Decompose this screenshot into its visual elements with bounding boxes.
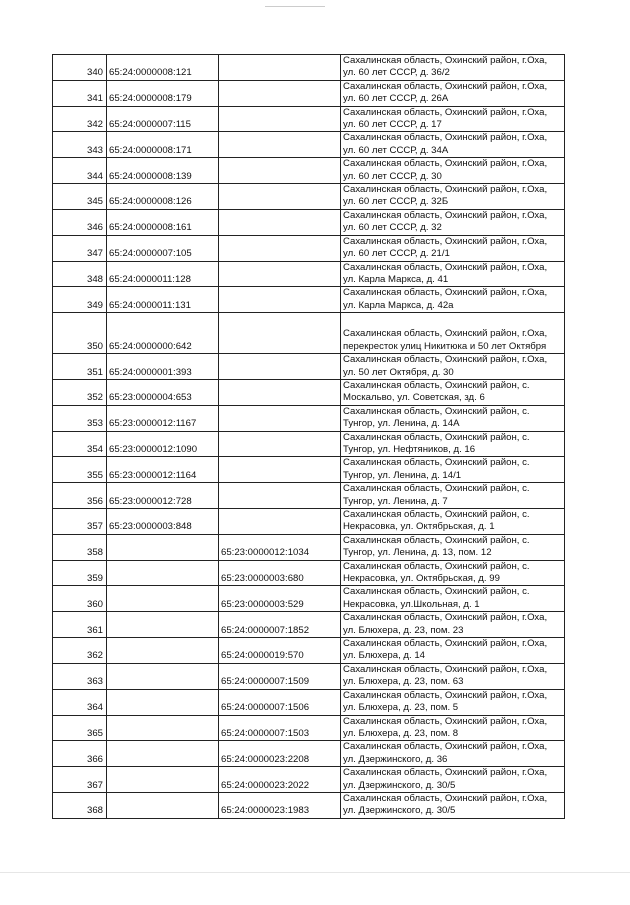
table-row bbox=[53, 560, 565, 586]
cadastral-number-parcel bbox=[107, 715, 219, 741]
row-number: 352 bbox=[53, 379, 107, 405]
address-line-2: ул. Дзержинского, д. 30/5 bbox=[343, 779, 456, 791]
address-line-1: Сахалинская область, Охинский район, г.Оха, bbox=[343, 715, 548, 727]
cadastral-number-premises: 65:24:0000019:570 bbox=[219, 638, 341, 664]
row-number: 349 bbox=[53, 287, 107, 313]
address-line-1: Сахалинская область, Охинский район, г.Оха, bbox=[343, 132, 548, 144]
table-row bbox=[53, 132, 565, 158]
cadastral-number-parcel: 65:24:0000007:115 bbox=[107, 106, 219, 132]
table-row bbox=[53, 586, 565, 612]
address-cell bbox=[341, 741, 565, 767]
address-line-2: ул. Блюхера, д. 14 bbox=[343, 650, 426, 662]
table-row bbox=[53, 638, 565, 664]
address-line-2: ул. 60 лет СССР, д. 36/2 bbox=[343, 67, 450, 79]
address-line-1: Сахалинская область, Охинский район, г.Оха, bbox=[343, 158, 548, 170]
address-line-1: Сахалинская область, Охинский район, г.Оха, bbox=[343, 55, 548, 66]
cadastral-number-parcel bbox=[107, 792, 219, 818]
address-line-2: ул. 50 лет Октября, д. 30 bbox=[343, 366, 454, 378]
cadastral-number-premises bbox=[219, 379, 341, 405]
address-line-2: ул. Карла Маркса, д. 42а bbox=[343, 299, 454, 311]
row-number: 355 bbox=[53, 457, 107, 483]
address-line-1: Сахалинская область, Охинский район, г.Оха, bbox=[343, 638, 548, 650]
address-cell bbox=[341, 106, 565, 132]
row-number: 358 bbox=[53, 534, 107, 560]
address-cell bbox=[341, 534, 565, 560]
cadastral-number-parcel: 65:24:0000007:105 bbox=[107, 235, 219, 261]
table-row bbox=[53, 792, 565, 818]
row-number: 348 bbox=[53, 261, 107, 287]
registry-table bbox=[52, 54, 565, 819]
address-line-2: ул. Блюхера, д. 23, пом. 23 bbox=[343, 624, 464, 636]
address-line-1: Сахалинская область, Охинский район, с. bbox=[343, 379, 530, 391]
cadastral-number-premises bbox=[219, 287, 341, 313]
cadastral-number-parcel bbox=[107, 534, 219, 560]
cadastral-number-premises: 65:24:0000007:1509 bbox=[219, 663, 341, 689]
cadastral-number-parcel: 65:23:0000012:1167 bbox=[107, 405, 219, 431]
cadastral-number-parcel: 65:24:0000008:179 bbox=[107, 80, 219, 106]
table-row bbox=[53, 405, 565, 431]
address-cell bbox=[341, 132, 565, 158]
address-line-2: ул. 60 лет СССР, д. 26А bbox=[343, 93, 449, 105]
address-cell bbox=[341, 405, 565, 431]
address-cell bbox=[341, 184, 565, 210]
address-cell bbox=[341, 431, 565, 457]
cadastral-number-premises: 65:24:0000007:1506 bbox=[219, 689, 341, 715]
row-number: 360 bbox=[53, 586, 107, 612]
address-line-2: Некрасовка, ул.Школьная, д. 1 bbox=[343, 598, 480, 610]
cadastral-number-premises: 65:24:0000023:2022 bbox=[219, 767, 341, 793]
cadastral-number-parcel bbox=[107, 638, 219, 664]
cadastral-number-parcel: 65:23:0000012:1164 bbox=[107, 457, 219, 483]
row-number: 353 bbox=[53, 405, 107, 431]
address-line-2: ул. Дзержинского, д. 30/5 bbox=[343, 805, 456, 817]
table-row bbox=[53, 767, 565, 793]
cadastral-number-premises bbox=[219, 483, 341, 509]
address-line-1: Сахалинская область, Охинский район, г.Оха, bbox=[343, 106, 548, 118]
cadastral-number-parcel: 65:24:0000011:128 bbox=[107, 261, 219, 287]
cadastral-number-premises bbox=[219, 509, 341, 535]
address-line-2: ул. Блюхера, д. 23, пом. 8 bbox=[343, 727, 459, 739]
address-line-2: ул. Дзержинского, д. 36 bbox=[343, 753, 448, 765]
address-line-2: ул. 60 лет СССР, д. 32Б bbox=[343, 196, 449, 208]
address-cell bbox=[341, 715, 565, 741]
table-row bbox=[53, 379, 565, 405]
cadastral-number-parcel bbox=[107, 767, 219, 793]
scan-artifact-bottom bbox=[0, 872, 630, 873]
cadastral-number-parcel: 65:23:0000003:848 bbox=[107, 509, 219, 535]
cadastral-number-parcel: 65:24:0000008:161 bbox=[107, 209, 219, 235]
address-line-2: ул. 60 лет СССР, д. 17 bbox=[343, 119, 442, 131]
address-line-2: Тунгор, ул. Ленина, д. 14/1 bbox=[343, 469, 462, 481]
table-row bbox=[53, 534, 565, 560]
cadastral-number-parcel bbox=[107, 689, 219, 715]
address-cell bbox=[341, 379, 565, 405]
cadastral-number-parcel bbox=[107, 741, 219, 767]
address-line-1: Сахалинская область, Охинский район, г.Оха, bbox=[343, 663, 548, 675]
address-line-1: Сахалинская область, Охинский район, г.Оха, bbox=[343, 209, 548, 221]
registry-table-body bbox=[53, 55, 565, 819]
address-cell bbox=[341, 287, 565, 313]
address-line-2: Тунгор, ул. Ленина, д. 14А bbox=[343, 418, 460, 430]
row-number: 354 bbox=[53, 431, 107, 457]
address-cell bbox=[341, 354, 565, 380]
cadastral-number-parcel bbox=[107, 612, 219, 638]
address-cell bbox=[341, 638, 565, 664]
address-line-2: ул. Карла Маркса, д. 41 bbox=[343, 273, 449, 285]
address-line-2: ул. 60 лет СССР, д. 21/1 bbox=[343, 248, 450, 260]
address-line-1: Сахалинская область, Охинский район, г.Оха, bbox=[343, 184, 548, 196]
cadastral-number-premises bbox=[219, 354, 341, 380]
cadastral-number-parcel: 65:24:0000008:171 bbox=[107, 132, 219, 158]
address-line-1: Сахалинская область, Охинский район, г.Оха, bbox=[343, 328, 548, 340]
address-cell bbox=[341, 158, 565, 184]
cadastral-number-parcel: 65:23:0000004:653 bbox=[107, 379, 219, 405]
address-cell bbox=[341, 663, 565, 689]
row-number: 346 bbox=[53, 209, 107, 235]
address-cell bbox=[341, 261, 565, 287]
row-number: 364 bbox=[53, 689, 107, 715]
cadastral-number-premises: 65:23:0000003:529 bbox=[219, 586, 341, 612]
address-cell bbox=[341, 457, 565, 483]
cadastral-number-premises bbox=[219, 431, 341, 457]
table-row bbox=[53, 106, 565, 132]
address-cell bbox=[341, 483, 565, 509]
address-line-2: Некрасовка, ул. Октябрьская, д. 1 bbox=[343, 521, 495, 533]
address-cell bbox=[341, 689, 565, 715]
address-line-2: ул. 60 лет СССР, д. 30 bbox=[343, 170, 442, 182]
row-number: 368 bbox=[53, 792, 107, 818]
address-line-1: Сахалинская область, Охинский район, с. bbox=[343, 586, 530, 598]
address-line-1: Сахалинская область, Охинский район, г.Оха, bbox=[343, 612, 548, 624]
row-number: 351 bbox=[53, 354, 107, 380]
cadastral-number-premises bbox=[219, 457, 341, 483]
cadastral-number-premises bbox=[219, 261, 341, 287]
cadastral-number-parcel bbox=[107, 560, 219, 586]
address-cell bbox=[341, 509, 565, 535]
cadastral-number-premises: 65:24:0000023:1983 bbox=[219, 792, 341, 818]
cadastral-number-parcel: 65:23:0000012:728 bbox=[107, 483, 219, 509]
address-line-1: Сахалинская область, Охинский район, г.Оха, bbox=[343, 767, 548, 779]
table-row bbox=[53, 689, 565, 715]
address-cell bbox=[341, 80, 565, 106]
cadastral-number-premises bbox=[219, 184, 341, 210]
address-line-1: Сахалинская область, Охинский район, с. bbox=[343, 534, 530, 546]
address-line-1: Сахалинская область, Охинский район, с. bbox=[343, 560, 530, 572]
address-line-1: Сахалинская область, Охинский район, с. bbox=[343, 431, 530, 443]
cadastral-number-premises bbox=[219, 313, 341, 354]
address-cell bbox=[341, 612, 565, 638]
address-line-2: ул. 60 лет СССР, д. 34А bbox=[343, 144, 449, 156]
cadastral-number-premises: 65:24:0000007:1503 bbox=[219, 715, 341, 741]
cadastral-number-parcel: 65:24:0000008:121 bbox=[107, 55, 219, 81]
row-number: 342 bbox=[53, 106, 107, 132]
address-line-2: ул. Блюхера, д. 23, пом. 5 bbox=[343, 702, 459, 714]
address-line-1: Сахалинская область, Охинский район, с. bbox=[343, 483, 530, 495]
table-row bbox=[53, 55, 565, 81]
cadastral-number-premises bbox=[219, 235, 341, 261]
address-line-2: Тунгор, ул. Ленина, д. 7 bbox=[343, 495, 448, 507]
address-line-1: Сахалинская область, Охинский район, с. bbox=[343, 457, 530, 469]
row-number: 344 bbox=[53, 158, 107, 184]
row-number: 359 bbox=[53, 560, 107, 586]
address-cell bbox=[341, 560, 565, 586]
address-line-1: Сахалинская область, Охинский район, г.Оха, bbox=[343, 354, 548, 366]
table-row bbox=[53, 612, 565, 638]
address-line-1: Сахалинская область, Охинский район, г.Оха, bbox=[343, 261, 548, 273]
address-cell bbox=[341, 586, 565, 612]
row-number: 361 bbox=[53, 612, 107, 638]
table-row bbox=[53, 483, 565, 509]
table-row bbox=[53, 287, 565, 313]
row-number: 350 bbox=[53, 313, 107, 354]
cadastral-number-parcel bbox=[107, 586, 219, 612]
cadastral-number-parcel bbox=[107, 663, 219, 689]
address-line-1: Сахалинская область, Охинский район, г.Оха, bbox=[343, 689, 548, 701]
table-row bbox=[53, 457, 565, 483]
row-number: 366 bbox=[53, 741, 107, 767]
row-number: 363 bbox=[53, 663, 107, 689]
cadastral-number-premises bbox=[219, 132, 341, 158]
address-line-2: Москальво, ул. Советская, зд. 6 bbox=[343, 392, 485, 404]
row-number: 357 bbox=[53, 509, 107, 535]
row-number: 367 bbox=[53, 767, 107, 793]
table-row bbox=[53, 80, 565, 106]
cadastral-number-parcel: 65:23:0000012:1090 bbox=[107, 431, 219, 457]
cadastral-number-premises bbox=[219, 405, 341, 431]
row-number: 340 bbox=[53, 55, 107, 81]
cadastral-number-premises bbox=[219, 158, 341, 184]
row-number: 343 bbox=[53, 132, 107, 158]
scan-artifact-top bbox=[265, 6, 325, 7]
table-row bbox=[53, 209, 565, 235]
address-cell bbox=[341, 209, 565, 235]
cadastral-number-parcel: 65:24:0000008:126 bbox=[107, 184, 219, 210]
cadastral-number-premises bbox=[219, 55, 341, 81]
table-row bbox=[53, 431, 565, 457]
address-cell bbox=[341, 792, 565, 818]
table-row bbox=[53, 354, 565, 380]
cadastral-number-premises: 65:23:0000012:1034 bbox=[219, 534, 341, 560]
cadastral-number-premises bbox=[219, 80, 341, 106]
row-number: 341 bbox=[53, 80, 107, 106]
row-number: 345 bbox=[53, 184, 107, 210]
cadastral-number-premises bbox=[219, 209, 341, 235]
address-line-2: ул. 60 лет СССР, д. 32 bbox=[343, 222, 442, 234]
row-number: 365 bbox=[53, 715, 107, 741]
row-number: 347 bbox=[53, 235, 107, 261]
address-line-2: Тунгор, ул. Ленина, д. 13, пом. 12 bbox=[343, 547, 492, 559]
address-line-1: Сахалинская область, Охинский район, г.Оха, bbox=[343, 80, 548, 92]
address-line-2: перекресток улиц Никитюка и 50 лет Октября bbox=[343, 340, 547, 352]
address-cell bbox=[341, 55, 565, 81]
address-line-1: Сахалинская область, Охинский район, г.Оха, bbox=[343, 287, 548, 299]
table-row bbox=[53, 184, 565, 210]
row-number: 362 bbox=[53, 638, 107, 664]
address-line-2: Тунгор, ул. Нефтяников, д. 16 bbox=[343, 443, 476, 455]
table-row bbox=[53, 509, 565, 535]
table-row bbox=[53, 158, 565, 184]
table-row bbox=[53, 741, 565, 767]
cadastral-number-parcel: 65:24:0000001:393 bbox=[107, 354, 219, 380]
address-cell bbox=[341, 313, 565, 354]
table-row bbox=[53, 235, 565, 261]
cadastral-number-premises: 65:24:0000023:2208 bbox=[219, 741, 341, 767]
cadastral-number-parcel: 65:24:0000000:642 bbox=[107, 313, 219, 354]
cadastral-number-premises bbox=[219, 106, 341, 132]
address-line-1: Сахалинская область, Охинский район, г.Оха, bbox=[343, 792, 548, 804]
address-cell bbox=[341, 767, 565, 793]
cadastral-number-premises: 65:23:0000003:680 bbox=[219, 560, 341, 586]
table-row bbox=[53, 663, 565, 689]
address-line-2: Некрасовка, ул. Октябрьская, д. 99 bbox=[343, 573, 500, 585]
row-number: 356 bbox=[53, 483, 107, 509]
address-line-1: Сахалинская область, Охинский район, г.Оха, bbox=[343, 235, 548, 247]
cadastral-number-parcel: 65:24:0000011:131 bbox=[107, 287, 219, 313]
address-line-1: Сахалинская область, Охинский район, с. bbox=[343, 509, 530, 520]
table-row bbox=[53, 313, 565, 354]
table-row bbox=[53, 715, 565, 741]
address-line-2: ул. Блюхера, д. 23, пом. 63 bbox=[343, 676, 464, 688]
cadastral-number-parcel: 65:24:0000008:139 bbox=[107, 158, 219, 184]
cadastral-number-premises: 65:24:0000007:1852 bbox=[219, 612, 341, 638]
address-line-1: Сахалинская область, Охинский район, с. bbox=[343, 405, 530, 417]
table-row bbox=[53, 261, 565, 287]
address-line-1: Сахалинская область, Охинский район, г.Оха, bbox=[343, 741, 548, 753]
address-cell bbox=[341, 235, 565, 261]
